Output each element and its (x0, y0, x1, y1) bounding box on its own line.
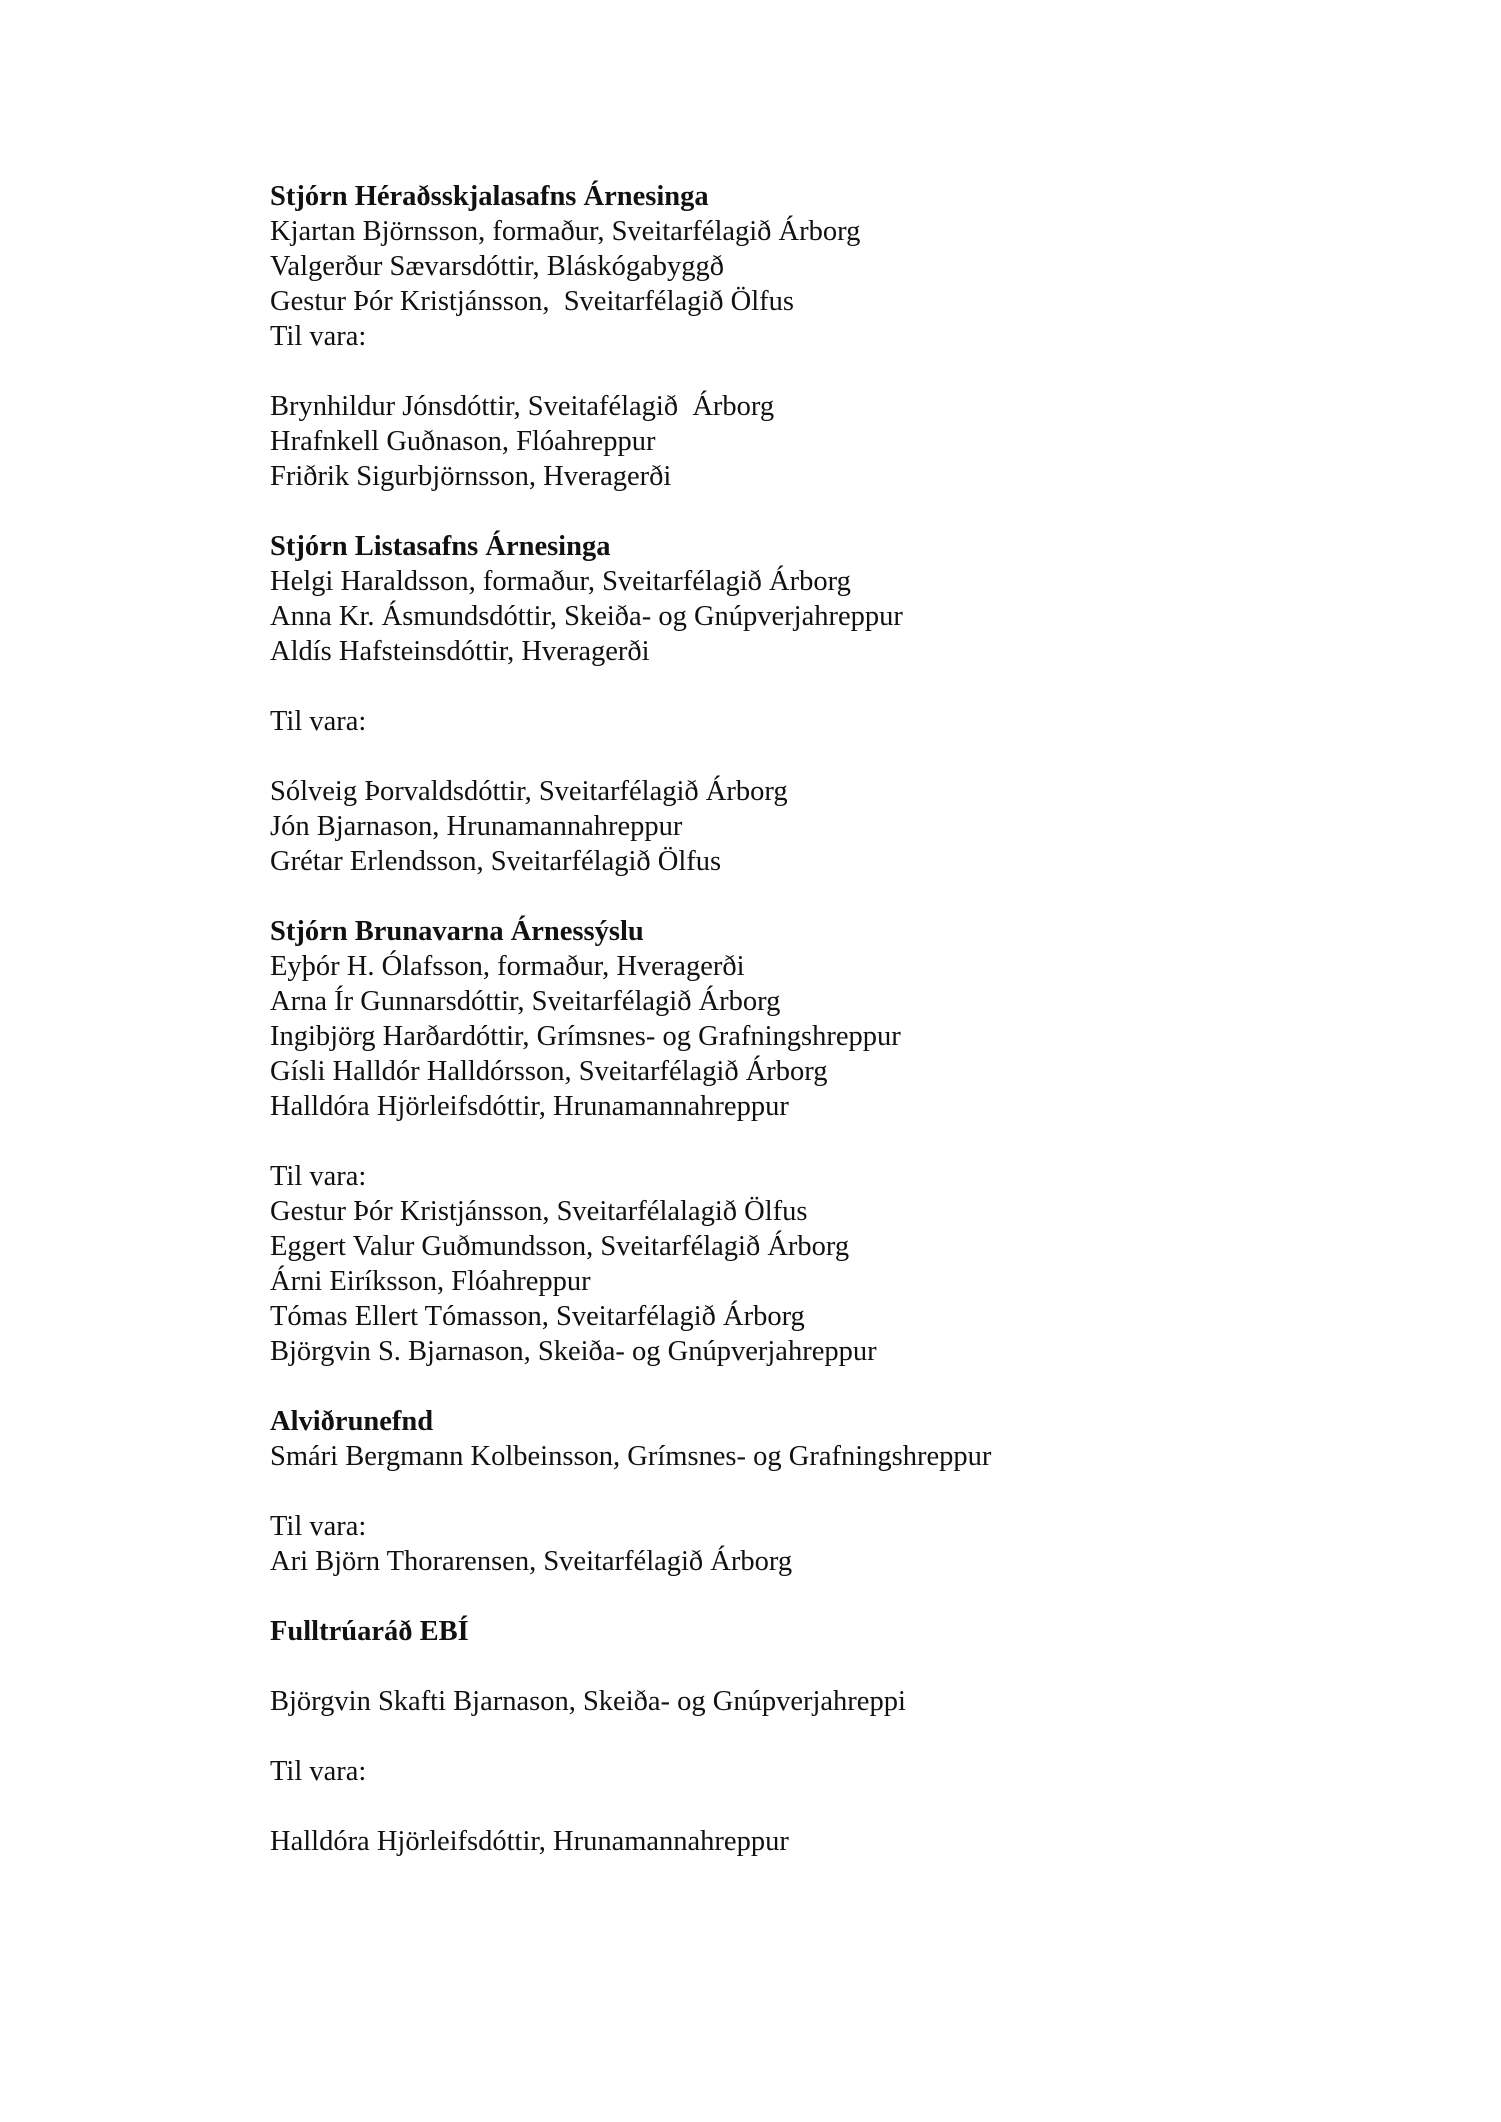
member-line: Anna Kr. Ásmundsdóttir, Skeiða- og Gnúpverjahreppur (270, 601, 903, 632)
alternate-line: Eggert Valur Guðmundsson, Sveitarfélagið Árborg (270, 1231, 850, 1262)
member-line: Gísli Halldór Halldórsson, Sveitarfélagið Árborg (270, 1056, 828, 1087)
section-heading: Fulltrúaráð EBÍ (270, 1616, 469, 1647)
member-line: Eyþór H. Ólafsson, formaður, Hveragerði (270, 951, 745, 982)
blank-line (270, 1124, 1420, 1159)
blank-line (270, 1789, 1420, 1824)
section-heading: Stjórn Listasafns Árnesinga (270, 531, 611, 562)
member-line: Björgvin Skafti Bjarnason, Skeiða- og Gnúpverjahreppi (270, 1686, 906, 1717)
blank-line (270, 1649, 1420, 1684)
alternate-line: Ari Björn Thorarensen, Sveitarfélagið Árborg (270, 1546, 793, 1577)
blank-line (270, 354, 1420, 389)
member-line: Ingibjörg Harðardóttir, Grímsnes- og Grafningshreppur (270, 1021, 901, 1052)
alternates-label: Til vara: (270, 1511, 367, 1542)
section-heading: Stjórn Brunavarna Árnessýslu (270, 916, 644, 947)
alternate-line: Hrafnkell Guðnason, Flóahreppur (270, 426, 656, 457)
alternate-line: Tómas Ellert Tómasson, Sveitarfélagið Árborg (270, 1301, 805, 1332)
alternate-line: Friðrik Sigurbjörnsson, Hveragerði (270, 461, 672, 492)
section-alvidrunefnd (270, 1404, 1420, 1579)
alternate-line: Árni Eiríksson, Flóahreppur (270, 1266, 591, 1297)
blank-line (270, 1579, 1420, 1614)
document-page (270, 179, 1420, 1859)
blank-line (270, 669, 1420, 704)
alternate-line: Brynhildur Jónsdóttir, Sveitafélagið Árborg (270, 391, 775, 422)
alternate-line: Grétar Erlendsson, Sveitarfélagið Ölfus (270, 846, 722, 877)
alternate-line: Jón Bjarnason, Hrunamannahreppur (270, 811, 683, 842)
blank-line (270, 739, 1420, 774)
member-line: Aldís Hafsteinsdóttir, Hveragerði (270, 636, 650, 667)
blank-line (270, 494, 1420, 529)
blank-line (270, 1474, 1420, 1509)
section-heradsskjalasafn (270, 179, 1420, 494)
blank-line (270, 1369, 1420, 1404)
alternates-label: Til vara: (270, 321, 367, 352)
member-line: Halldóra Hjörleifsdóttir, Hrunamannahreppur (270, 1091, 789, 1122)
alternates-label: Til vara: (270, 1161, 367, 1192)
member-line: Gestur Þór Kristjánsson, Sveitarfélagið Ölfus (270, 286, 795, 317)
alternate-line: Gestur Þór Kristjánsson, Sveitarfélalagið Ölfus (270, 1196, 808, 1227)
section-listasafn (270, 529, 1420, 879)
alternates-label: Til vara: (270, 706, 367, 737)
section-brunavarnir (270, 914, 1420, 1369)
member-line: Smári Bergmann Kolbeinsson, Grímsnes- og Grafningshreppur (270, 1441, 992, 1472)
section-heading: Stjórn Héraðsskjalasafns Árnesinga (270, 181, 709, 212)
alternate-line: Sólveig Þorvaldsdóttir, Sveitarfélagið Árborg (270, 776, 788, 807)
section-heading: Alviðrunefnd (270, 1406, 434, 1437)
blank-line (270, 1719, 1420, 1754)
alternate-line: Björgvin S. Bjarnason, Skeiða- og Gnúpverjahreppur (270, 1336, 877, 1367)
alternates-label: Til vara: (270, 1756, 367, 1787)
member-line: Valgerður Sævarsdóttir, Bláskógabyggð (270, 251, 725, 282)
section-fulltruarad-ebi (270, 1614, 1420, 1859)
member-line: Arna Ír Gunnarsdóttir, Sveitarfélagið Árborg (270, 986, 781, 1017)
blank-line (270, 879, 1420, 914)
alternate-line: Halldóra Hjörleifsdóttir, Hrunamannahreppur (270, 1826, 789, 1857)
member-line: Helgi Haraldsson, formaður, Sveitarfélagið Árborg (270, 566, 851, 597)
member-line: Kjartan Björnsson, formaður, Sveitarfélagið Árborg (270, 216, 861, 247)
